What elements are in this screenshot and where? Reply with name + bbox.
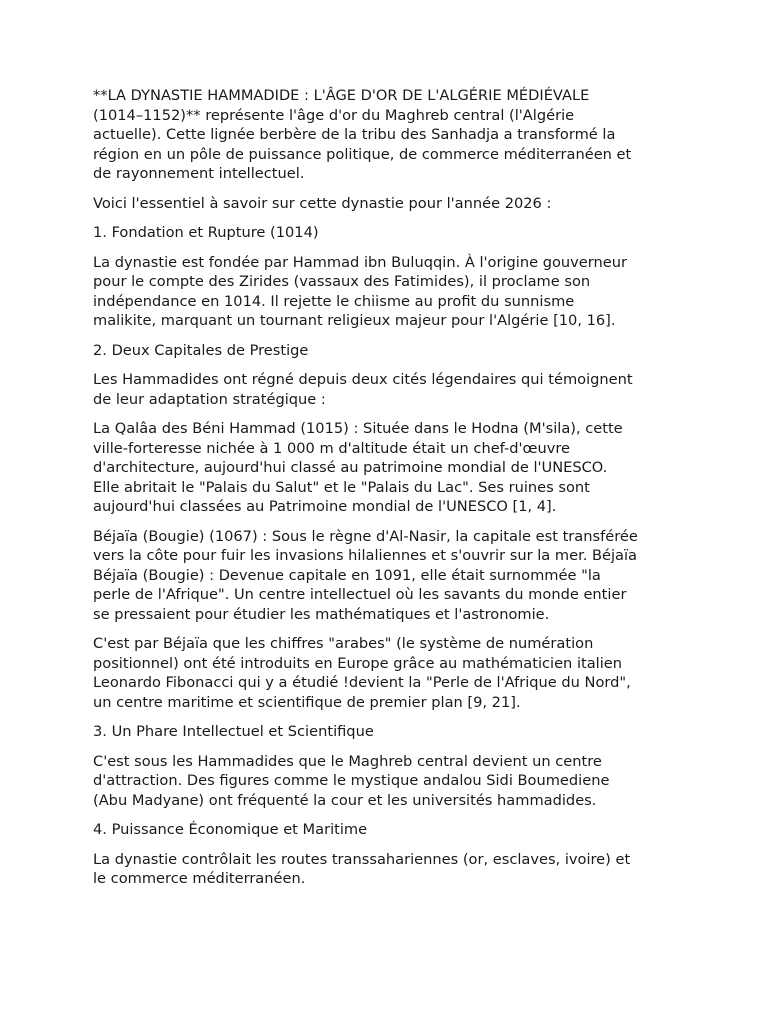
paragraph: [93, 370, 678, 409]
paragraph: [93, 419, 678, 517]
text-line: Leonardo Fibonacci qui y a étudié !devient la "Perle de l'Afrique du Nord",: [93, 674, 631, 691]
text-line: **LA DYNASTIE HAMMADIDE : L'ÂGE D'OR DE L'ALGÉRIE MÉDIÉVALE: [93, 87, 590, 104]
text-line: le commerce méditerranéen.: [93, 870, 306, 887]
paragraph: [93, 722, 678, 742]
text-line: positionnel) ont été introduits en Europe grâce au mathématicien italien: [93, 654, 622, 672]
text-line: de rayonnement intellectuel.: [93, 165, 305, 182]
text-line: Elle abritait le "Palais du Salut" et le "Palais du Lac". Ses ruines sont: [93, 478, 590, 496]
text-line: C'est par Béjaïa que les chiffres "arabes" (le système de numération: [93, 635, 594, 652]
text-line: 1. Fondation et Rupture (1014): [93, 224, 319, 241]
text-line: La dynastie contrôlait les routes transsahariennes (or, esclaves, ivoire) et: [93, 850, 631, 868]
text-line: Voici l'essentiel à savoir sur cette dynastie pour l'année 2026 :: [93, 194, 552, 212]
text-line: Béjaïa (Bougie) (1067) : Sous le règne d'Al-Nasir, la capitale est transférée: [93, 527, 638, 545]
text-line: actuelle). Cette lignée berbère de la tribu des Sanhadja a transformé la: [93, 126, 616, 143]
text-line: C'est sous les Hammadides que le Maghreb central devient un centre: [93, 752, 602, 770]
paragraph: [93, 341, 678, 361]
paragraph: [93, 820, 678, 840]
text-line: La dynastie est fondée par Hammad ibn Buluqqin. À l'origine gouverneur: [93, 253, 627, 271]
text-line: 2. Deux Capitales de Prestige: [93, 341, 309, 359]
text-line: aujourd'hui classées au Patrimoine mondial de l'UNESCO [1, 4].: [93, 498, 557, 515]
text-line: 3. Un Phare Intellectuel et Scientifique: [93, 723, 374, 740]
text-line: d'attraction. Des figures comme le mystique andalou Sidi Boumediene: [93, 772, 610, 789]
text-line: se pressaient pour étudier les mathématiques et l'astronomie.: [93, 605, 550, 623]
paragraph: [93, 86, 678, 184]
text-line: (Abu Madyane) ont fréquenté la cour et les universités hammadides.: [93, 791, 597, 809]
text-line: perle de l'Afrique". Un centre intellectuel où les savants du monde entier: [93, 586, 627, 603]
paragraph: [93, 634, 678, 712]
paragraph: [93, 223, 678, 243]
text-line: indépendance en 1014. Il rejette le chiisme au profit du sunnisme: [93, 292, 575, 310]
paragraph: [93, 527, 678, 625]
paragraph: [93, 253, 678, 331]
text-line: un centre maritime et scientifique de premier plan [9, 21].: [93, 693, 521, 711]
paragraph: [93, 194, 678, 214]
text-line: vers la côte pour fuir les invasions hilaliennes et s'ouvrir sur la mer. Béjaïa: [93, 547, 638, 564]
text-line: de leur adaptation stratégique :: [93, 390, 326, 408]
text-line: La Qalâa des Béni Hammad (1015) : Située dans le Hodna (M'sila), cette: [93, 420, 623, 437]
text-line: (1014–1152)** représente l'âge d'or du Maghreb central (l'Algérie: [93, 106, 575, 124]
text-line: d'architecture, aujourd'hui classé au patrimoine mondial de l'UNESCO.: [93, 459, 608, 476]
paragraph: [93, 752, 678, 811]
paragraph: [93, 850, 678, 889]
text-line: ville-forteresse nichée à 1 000 m d'altitude était un chef-d'œuvre: [93, 439, 571, 457]
text-line: pour le compte des Zirides (vassaux des Fatimides), il proclame son: [93, 273, 591, 290]
text-line: Béjaïa (Bougie) : Devenue capitale en 1091, elle était surnommée "la: [93, 566, 601, 584]
document-body: [93, 86, 678, 899]
text-line: région en un pôle de puissance politique, de commerce méditerranéen et: [93, 145, 632, 163]
text-line: Les Hammadides ont régné depuis deux cités légendaires qui témoignent: [93, 371, 633, 388]
text-line: malikite, marquant un tournant religieux majeur pour l'Algérie [10, 16].: [93, 312, 616, 329]
text-line: 4. Puissance Économique et Maritime: [93, 821, 368, 838]
